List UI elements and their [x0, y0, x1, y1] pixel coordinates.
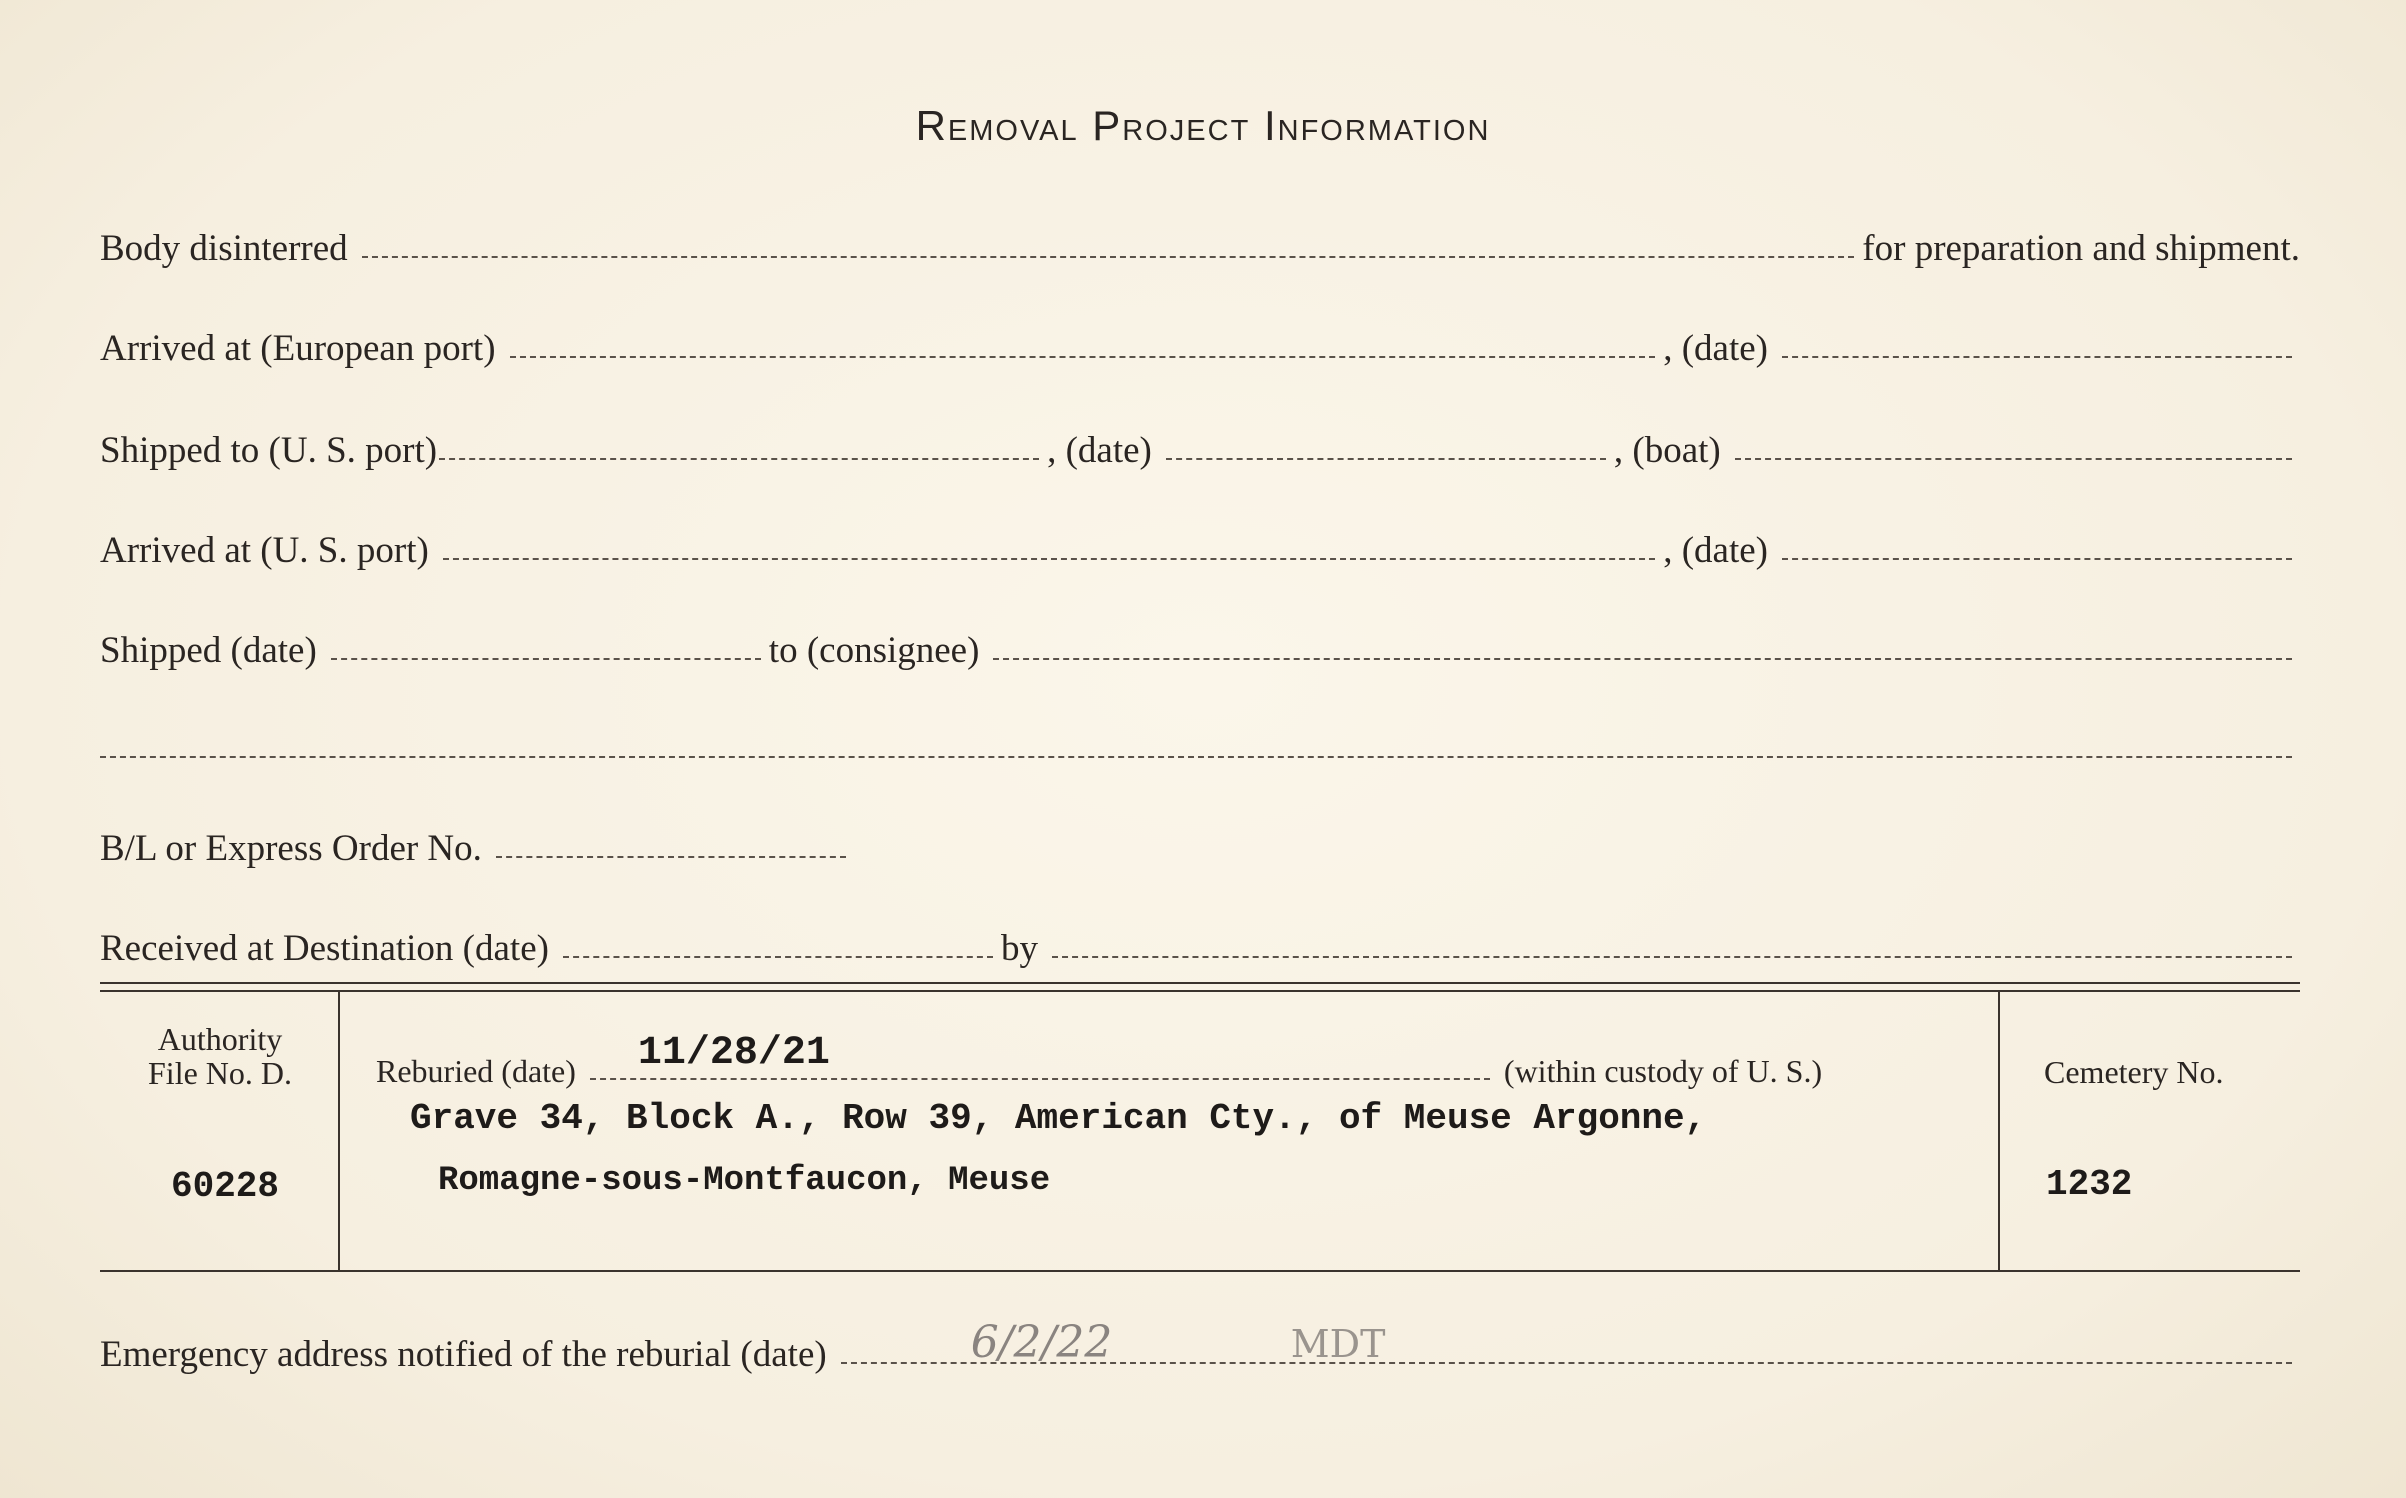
- received-destination-row: [100, 912, 2300, 972]
- european-date-field[interactable]: [1782, 356, 2292, 358]
- cemetery-label: Cemetery No.: [2044, 1054, 2224, 1090]
- shipped-date-field[interactable]: [1166, 458, 1606, 460]
- shipped-us-port-label: Shipped to (U. S. port): [100, 430, 438, 471]
- cemetery-number: 1232: [2046, 1164, 2133, 1205]
- authority-cell: [110, 1022, 330, 1090]
- shipped-consignee-row: [100, 614, 2300, 674]
- form-title: Removal Project Information: [915, 102, 1491, 149]
- european-port-field[interactable]: [510, 356, 1656, 358]
- received-destination-label: Received at Destination (date): [100, 928, 549, 969]
- body-disinterred-row: [100, 212, 2300, 272]
- reburied-date-field[interactable]: [590, 1031, 1490, 1080]
- shipped-date-field-2[interactable]: [331, 658, 761, 660]
- bl-express-field[interactable]: [496, 856, 846, 858]
- boat-field[interactable]: [1735, 458, 2292, 460]
- custody-label: (within custody of U. S.): [1503, 1053, 1823, 1089]
- file-no-label: File No. D.: [148, 1055, 292, 1091]
- arrived-us-date-label: , (date): [1663, 530, 1768, 571]
- arrived-us-port-field[interactable]: [443, 558, 1655, 560]
- box-divider-right: [1998, 992, 2000, 1270]
- body-disinterred-label: Body disinterred: [100, 228, 348, 269]
- received-by-field[interactable]: [1052, 956, 2292, 958]
- emergency-date-value: 6/2/22: [970, 1317, 1113, 1368]
- authority-file-number: 60228: [170, 1166, 280, 1207]
- arrived-european-port-label: Arrived at (European port): [100, 328, 496, 369]
- received-date-field[interactable]: [563, 956, 993, 958]
- shipped-us-port-row: [100, 414, 2300, 474]
- arrived-us-date-field[interactable]: [1782, 558, 2292, 560]
- grave-location-line-1: Grave 34, Block A., Row 39, American Cty., of Meuse Argonne,: [410, 1098, 1707, 1139]
- continuation-row: [100, 712, 2300, 772]
- arrived-european-port-row: [100, 312, 2300, 372]
- emergency-label: Emergency address notified of the reburial (date): [100, 1334, 827, 1375]
- continuation-field[interactable]: [100, 756, 2292, 758]
- box-top-rule-2: [100, 990, 2300, 992]
- boat-label: , (boat): [1613, 430, 1721, 471]
- by-label: by: [1000, 928, 1038, 969]
- box-top-rule: [100, 982, 2300, 984]
- preparation-shipment-label: for preparation and shipment.: [1862, 228, 2300, 269]
- shipped-us-port-field[interactable]: [439, 458, 1039, 460]
- box-bottom-rule: [100, 1270, 2300, 1272]
- body-disinterred-field[interactable]: [362, 256, 1855, 258]
- arrived-us-port-label: Arrived at (U. S. port): [100, 530, 429, 571]
- shipped-date-label: , (date): [1047, 430, 1152, 471]
- grave-location-line-2: Romagne-sous-Montfaucon, Meuse: [438, 1162, 1051, 1200]
- bl-express-label: B/L or Express Order No.: [100, 828, 482, 869]
- shipped-date-label-2: Shipped (date): [100, 630, 317, 671]
- emergency-initials: MDT: [1290, 1322, 1386, 1366]
- reburied-label: Reburied (date): [376, 1053, 576, 1089]
- consignee-label: to (consignee): [768, 630, 980, 671]
- consignee-field[interactable]: [993, 658, 2292, 660]
- authority-label: Authority: [157, 1021, 283, 1057]
- european-date-label: , (date): [1663, 328, 1768, 369]
- bl-express-row: [100, 812, 2300, 872]
- reburied-row: [376, 1032, 1976, 1092]
- emergency-row: [100, 1318, 2300, 1378]
- arrived-us-port-row: [100, 514, 2300, 574]
- emergency-date-field[interactable]: [841, 1317, 2292, 1368]
- box-divider-left: [338, 992, 340, 1270]
- reburied-date-value: 11/28/21: [637, 1031, 830, 1076]
